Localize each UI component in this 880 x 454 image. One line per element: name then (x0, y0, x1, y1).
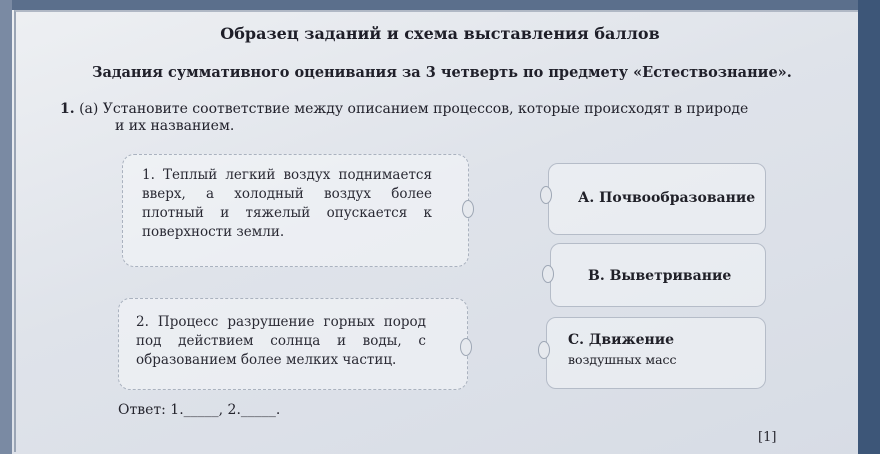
frame-right (858, 0, 880, 454)
name-label-a: А. Почвообразование (578, 190, 756, 206)
question-1 (60, 101, 790, 135)
question-text-line1: (а) Установите соответствие между описанием процессов, которые происходят в природе (79, 101, 749, 117)
question-text-line2: и их названием. (115, 118, 235, 134)
connector-node-name-a[interactable] (540, 186, 552, 204)
question-number: 1. (60, 101, 75, 117)
connector-node-process-2[interactable] (460, 338, 472, 356)
process-text-1: 1. Теплый легкий воздух поднимается вверх, а холодный воздух более плотный и тяжелый опускается к поверхности земли. (142, 167, 432, 240)
name-label-c (568, 330, 677, 370)
frame-top (0, 0, 880, 10)
name-label-b: В. Выветривание (588, 268, 732, 284)
connector-node-name-b[interactable] (542, 265, 554, 283)
document-subtitle: Задания суммативного оценивания за 3 четверть по предмету «Естествознание». (92, 64, 792, 81)
frame-left (0, 0, 12, 454)
name-label-c-line2: воздушных масс (568, 352, 677, 367)
name-label-c-line1: С. Движение (568, 332, 675, 348)
connector-node-name-c[interactable] (538, 341, 550, 359)
answer-line[interactable]: Ответ: 1._____, 2._____. (118, 402, 281, 418)
score-mark: [1] (758, 430, 777, 445)
process-text-2: 2. Процесс разрушение горных пород под действием солнца и воды, с образованием более мелких частиц. (136, 314, 426, 368)
connector-node-process-1[interactable] (462, 200, 474, 218)
document-title: Образец заданий и схема выставления баллов (220, 24, 660, 43)
